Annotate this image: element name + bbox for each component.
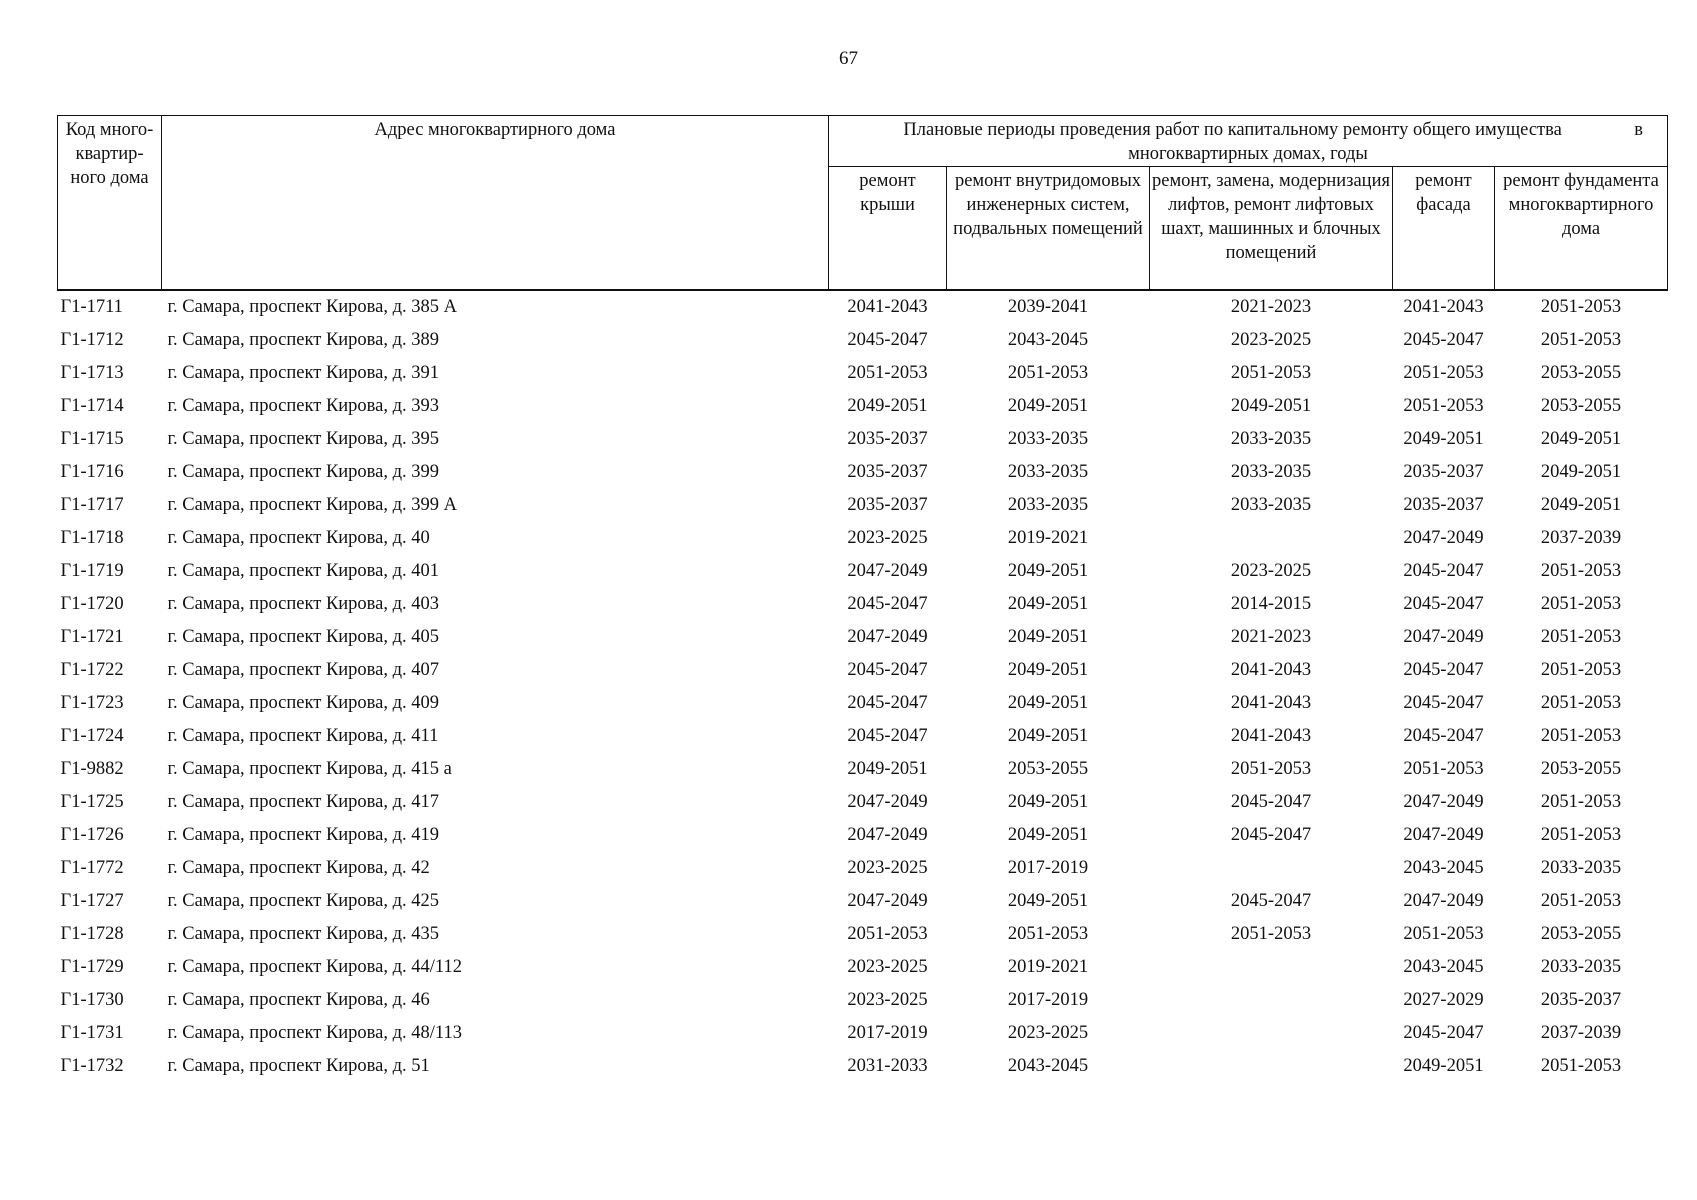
foundation-cell: 2051-2053 [1540, 330, 1622, 350]
roof-cell: 2049-2051 [847, 396, 928, 416]
header-periods-text: Плановые периоды проведения работ по капитальному ремонту общего имущества [903, 120, 1562, 140]
table-row [58, 1050, 1668, 1083]
table-body [58, 290, 1668, 1083]
code-cell: Г1-1726 [60, 825, 124, 845]
table-row [58, 819, 1668, 852]
engineering-cell: 2019-2021 [1007, 957, 1089, 977]
address-cell: г. Самара, проспект Кирова, д. 419 [167, 825, 440, 845]
code-cell: Г1-1716 [60, 462, 124, 482]
address-cell: г. Самара, проспект Кирова, д. 40 [167, 528, 430, 548]
roof-cell: 2041-2043 [847, 297, 928, 317]
address-cell: г. Самара, проспект Кирова, д. 44/112 [167, 957, 463, 977]
facade-cell: 2049-2051 [1403, 429, 1484, 449]
code-cell: Г1-1723 [60, 693, 124, 713]
facade-cell: 2041-2043 [1403, 297, 1484, 317]
code-cell: Г1-1711 [60, 297, 123, 317]
code-cell: Г1-1714 [60, 396, 124, 416]
lifts-cell [1150, 852, 1393, 885]
table-row [58, 687, 1668, 720]
lifts-cell: 2045-2047 [1230, 792, 1312, 812]
lifts-cell: 2014-2015 [1230, 594, 1312, 614]
code-cell: Г1-1719 [60, 561, 124, 581]
roof-cell: 2045-2047 [847, 726, 928, 746]
foundation-cell: 2037-2039 [1540, 1023, 1622, 1043]
engineering-cell: 2033-2035 [1007, 495, 1089, 515]
lifts-cell: 2033-2035 [1230, 495, 1312, 515]
roof-cell: 2017-2019 [847, 1023, 928, 1043]
header-periods [829, 116, 1668, 167]
engineering-cell: 2049-2051 [1007, 396, 1089, 416]
engineering-cell: 2017-2019 [1007, 990, 1089, 1010]
engineering-cell: 2049-2051 [1007, 792, 1089, 812]
foundation-cell: 2051-2053 [1540, 792, 1622, 812]
code-cell: Г1-1727 [60, 891, 124, 911]
roof-cell: 2047-2049 [847, 891, 928, 911]
facade-cell: 2051-2053 [1403, 924, 1484, 944]
engineering-cell: 2049-2051 [1007, 561, 1089, 581]
lifts-cell [1150, 951, 1393, 984]
address-cell: г. Самара, проспект Кирова, д. 403 [167, 594, 440, 614]
address-cell: г. Самара, проспект Кирова, д. 51 [167, 1056, 430, 1076]
header-lifts: ремонт, замена, модернизация лифтов, ремонт лифтовых шахт, машинных и блочных помещений [1150, 167, 1393, 291]
code-cell: Г1-1772 [60, 858, 124, 878]
table-row [58, 918, 1668, 951]
lifts-cell [1150, 984, 1393, 1017]
foundation-cell: 2037-2039 [1540, 528, 1622, 548]
table-row [58, 290, 1668, 324]
code-cell: Г1-9882 [60, 759, 124, 779]
roof-cell: 2047-2049 [847, 792, 928, 812]
code-cell: Г1-1725 [60, 792, 124, 812]
roof-cell: 2023-2025 [847, 957, 928, 977]
roof-cell: 2023-2025 [847, 528, 928, 548]
lifts-cell: 2051-2053 [1230, 924, 1312, 944]
lifts-cell: 2049-2051 [1230, 396, 1312, 416]
facade-cell: 2047-2049 [1403, 528, 1484, 548]
facade-cell: 2035-2037 [1403, 495, 1484, 515]
table-row [58, 720, 1668, 753]
engineering-cell: 2049-2051 [1007, 627, 1089, 647]
engineering-cell: 2049-2051 [1007, 891, 1089, 911]
header-code: Код много-квартир-ного дома [58, 116, 162, 291]
lifts-cell: 2033-2035 [1230, 429, 1312, 449]
lifts-cell [1150, 522, 1393, 555]
address-cell: г. Самара, проспект Кирова, д. 399 [167, 462, 440, 482]
roof-cell: 2023-2025 [847, 858, 928, 878]
code-cell: Г1-1730 [60, 990, 124, 1010]
address-cell: г. Самара, проспект Кирова, д. 399 А [167, 495, 458, 515]
address-cell: г. Самара, проспект Кирова, д. 415 а [167, 759, 452, 779]
foundation-cell: 2053-2055 [1540, 396, 1622, 416]
facade-cell: 2047-2049 [1403, 825, 1484, 845]
address-cell: г. Самара, проспект Кирова, д. 411 [167, 726, 439, 746]
address-cell: г. Самара, проспект Кирова, д. 42 [167, 858, 430, 878]
roof-cell: 2047-2049 [847, 825, 928, 845]
table-row [58, 456, 1668, 489]
foundation-cell: 2033-2035 [1540, 858, 1622, 878]
facade-cell: 2045-2047 [1403, 1023, 1484, 1043]
roof-cell: 2035-2037 [847, 429, 928, 449]
foundation-cell: 2051-2053 [1540, 825, 1622, 845]
table-row [58, 852, 1668, 885]
code-cell: Г1-1721 [60, 627, 124, 647]
address-cell: г. Самара, проспект Кирова, д. 435 [167, 924, 440, 944]
table-row [58, 786, 1668, 819]
header-periods-line2: многоквартирных домах, годы [1128, 144, 1368, 164]
foundation-cell: 2051-2053 [1540, 561, 1622, 581]
address-cell: г. Самара, проспект Кирова, д. 407 [167, 660, 440, 680]
engineering-cell: 2017-2019 [1007, 858, 1089, 878]
roof-cell: 2051-2053 [847, 363, 928, 383]
engineering-cell: 2023-2025 [1007, 1023, 1089, 1043]
header-foundation: ремонт фундамента многоквартирного дома [1495, 167, 1668, 291]
facade-cell: 2043-2045 [1403, 957, 1484, 977]
lifts-cell: 2041-2043 [1230, 660, 1312, 680]
lifts-cell: 2051-2053 [1230, 363, 1312, 383]
table-row [58, 984, 1668, 1017]
header-periods-tail: в [1634, 120, 1643, 140]
lifts-cell: 2023-2025 [1230, 561, 1312, 581]
engineering-cell: 2049-2051 [1007, 660, 1089, 680]
roof-cell: 2023-2025 [847, 990, 928, 1010]
code-cell: Г1-1718 [60, 528, 124, 548]
foundation-cell: 2049-2051 [1540, 429, 1622, 449]
facade-cell: 2043-2045 [1403, 858, 1484, 878]
roof-cell: 2045-2047 [847, 330, 928, 350]
address-cell: г. Самара, проспект Кирова, д. 393 [167, 396, 440, 416]
facade-cell: 2051-2053 [1403, 363, 1484, 383]
table-row [58, 588, 1668, 621]
address-cell: г. Самара, проспект Кирова, д. 401 [167, 561, 440, 581]
table-row [58, 951, 1668, 984]
repair-schedule-table [57, 115, 1668, 1083]
address-cell: г. Самара, проспект Кирова, д. 417 [167, 792, 440, 812]
facade-cell: 2047-2049 [1403, 792, 1484, 812]
facade-cell: 2047-2049 [1403, 627, 1484, 647]
facade-cell: 2047-2049 [1403, 891, 1484, 911]
facade-cell: 2027-2029 [1403, 990, 1484, 1010]
foundation-cell: 2051-2053 [1540, 891, 1622, 911]
code-cell: Г1-1712 [60, 330, 124, 350]
address-cell: г. Самара, проспект Кирова, д. 48/113 [167, 1023, 463, 1043]
foundation-cell: 2051-2053 [1540, 693, 1622, 713]
foundation-cell: 2049-2051 [1540, 462, 1622, 482]
address-cell: г. Самара, проспект Кирова, д. 409 [167, 693, 440, 713]
engineering-cell: 2051-2053 [1007, 924, 1089, 944]
foundation-cell: 2051-2053 [1540, 1056, 1622, 1076]
facade-cell: 2049-2051 [1403, 1056, 1484, 1076]
roof-cell: 2045-2047 [847, 693, 928, 713]
roof-cell: 2045-2047 [847, 594, 928, 614]
lifts-cell [1150, 1017, 1393, 1050]
code-cell: Г1-1715 [60, 429, 124, 449]
address-cell: г. Самара, проспект Кирова, д. 395 [167, 429, 440, 449]
address-cell: г. Самара, проспект Кирова, д. 389 [167, 330, 440, 350]
table-header [58, 116, 1668, 291]
table-row [58, 1017, 1668, 1050]
lifts-cell: 2041-2043 [1230, 726, 1312, 746]
table-row [58, 489, 1668, 522]
lifts-cell: 2033-2035 [1230, 462, 1312, 482]
roof-cell: 2035-2037 [847, 462, 928, 482]
lifts-cell: 2021-2023 [1230, 297, 1312, 317]
table-row [58, 753, 1668, 786]
foundation-cell: 2033-2035 [1540, 957, 1622, 977]
engineering-cell: 2053-2055 [1007, 759, 1089, 779]
code-cell: Г1-1731 [60, 1023, 124, 1043]
engineering-cell: 2019-2021 [1007, 528, 1089, 548]
page-number: 67 [839, 48, 858, 69]
engineering-cell: 2033-2035 [1007, 462, 1089, 482]
roof-cell: 2031-2033 [847, 1056, 928, 1076]
foundation-cell: 2053-2055 [1540, 924, 1622, 944]
foundation-cell: 2051-2053 [1540, 594, 1622, 614]
engineering-cell: 2043-2045 [1007, 1056, 1089, 1076]
roof-cell: 2049-2051 [847, 759, 928, 779]
facade-cell: 2045-2047 [1403, 726, 1484, 746]
lifts-cell: 2051-2053 [1230, 759, 1312, 779]
engineering-cell: 2051-2053 [1007, 363, 1089, 383]
lifts-cell: 2023-2025 [1230, 330, 1312, 350]
code-cell: Г1-1722 [60, 660, 124, 680]
facade-cell: 2045-2047 [1403, 561, 1484, 581]
engineering-cell: 2039-2041 [1007, 297, 1089, 317]
foundation-cell: 2035-2037 [1540, 990, 1622, 1010]
code-cell: Г1-1728 [60, 924, 124, 944]
table-row [58, 324, 1668, 357]
header-roof: ремонт крыши [829, 167, 947, 291]
table-row [58, 522, 1668, 555]
engineering-cell: 2049-2051 [1007, 726, 1089, 746]
header-engineering: ремонт внутридомовых инженерных систем, подвальных помещений [947, 167, 1150, 291]
facade-cell: 2051-2053 [1403, 396, 1484, 416]
roof-cell: 2045-2047 [847, 660, 928, 680]
code-cell: Г1-1717 [60, 495, 124, 515]
roof-cell: 2047-2049 [847, 561, 928, 581]
code-cell: Г1-1729 [60, 957, 124, 977]
foundation-cell: 2051-2053 [1540, 627, 1622, 647]
foundation-cell: 2051-2053 [1540, 297, 1622, 317]
table-row [58, 423, 1668, 456]
table-row [58, 357, 1668, 390]
header-facade: ремонт фасада [1393, 167, 1495, 291]
facade-cell: 2045-2047 [1403, 693, 1484, 713]
code-cell: Г1-1713 [60, 363, 124, 383]
engineering-cell: 2043-2045 [1007, 330, 1089, 350]
header-address: Адрес многоквартирного дома [162, 116, 829, 291]
address-cell: г. Самара, проспект Кирова, д. 405 [167, 627, 440, 647]
roof-cell: 2035-2037 [847, 495, 928, 515]
address-cell: г. Самара, проспект Кирова, д. 385 А [167, 297, 458, 317]
address-cell: г. Самара, проспект Кирова, д. 425 [167, 891, 440, 911]
foundation-cell: 2053-2055 [1540, 759, 1622, 779]
table-row [58, 654, 1668, 687]
lifts-cell: 2045-2047 [1230, 825, 1312, 845]
facade-cell: 2051-2053 [1403, 759, 1484, 779]
foundation-cell: 2051-2053 [1540, 726, 1622, 746]
roof-cell: 2051-2053 [847, 924, 928, 944]
lifts-cell: 2021-2023 [1230, 627, 1312, 647]
facade-cell: 2035-2037 [1403, 462, 1484, 482]
table-row [58, 555, 1668, 588]
table-row [58, 390, 1668, 423]
table-row [58, 621, 1668, 654]
foundation-cell: 2051-2053 [1540, 660, 1622, 680]
engineering-cell: 2049-2051 [1007, 693, 1089, 713]
engineering-cell: 2049-2051 [1007, 594, 1089, 614]
engineering-cell: 2033-2035 [1007, 429, 1089, 449]
lifts-cell [1150, 1050, 1393, 1083]
facade-cell: 2045-2047 [1403, 330, 1484, 350]
foundation-cell: 2053-2055 [1540, 363, 1622, 383]
foundation-cell: 2049-2051 [1540, 495, 1622, 515]
code-cell: Г1-1732 [60, 1056, 124, 1076]
engineering-cell: 2049-2051 [1007, 825, 1089, 845]
lifts-cell: 2041-2043 [1230, 693, 1312, 713]
roof-cell: 2047-2049 [847, 627, 928, 647]
facade-cell: 2045-2047 [1403, 594, 1484, 614]
table-row [58, 885, 1668, 918]
address-cell: г. Самара, проспект Кирова, д. 46 [167, 990, 430, 1010]
address-cell: г. Самара, проспект Кирова, д. 391 [167, 363, 440, 383]
code-cell: Г1-1720 [60, 594, 124, 614]
code-cell: Г1-1724 [60, 726, 124, 746]
lifts-cell: 2045-2047 [1230, 891, 1312, 911]
facade-cell: 2045-2047 [1403, 660, 1484, 680]
